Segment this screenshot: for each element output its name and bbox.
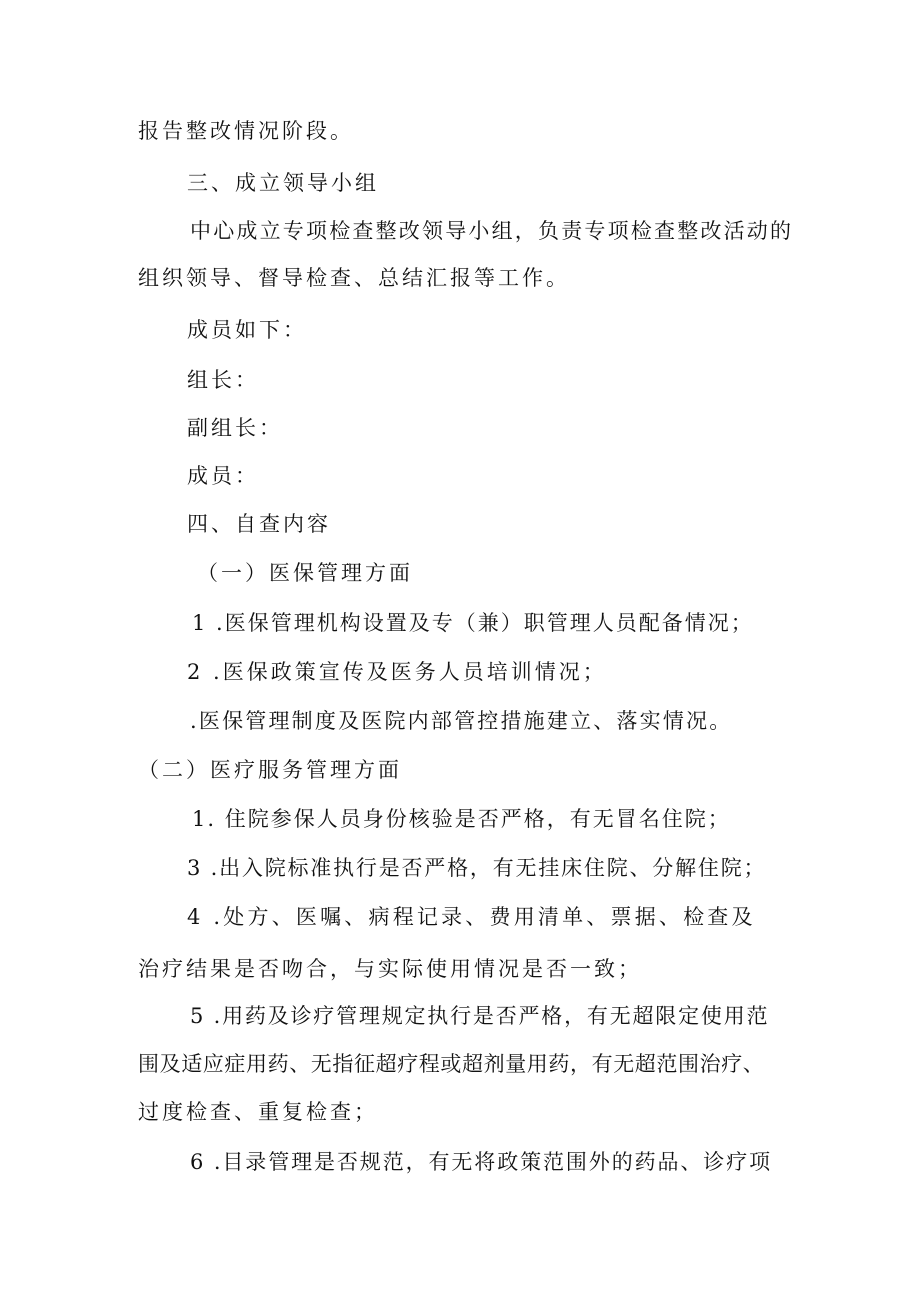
text-line: 成员： (187, 464, 259, 488)
list-item: 5 .用药及诊疗管理规定执行是否严格，有无超限定使用范 (190, 1004, 770, 1028)
list-item: 1. 住院参保人员身份核验是否严格，有无冒名住院； (192, 807, 731, 831)
text-line: 围及适应症用药、无指征超疗程或超剂量用药，有无超范围治疗、 (138, 1052, 765, 1076)
text-line: 组长： (187, 368, 259, 392)
list-item: 4 .处方、医嘱、病程记录、费用清单、票据、检查及 (187, 905, 756, 929)
text-line: 副组长： (187, 416, 283, 440)
section-heading: 四、自查内容 (187, 512, 331, 536)
list-item: 3 .出入院标准执行是否严格，有无挂床住院、分解住院； (187, 856, 767, 880)
list-item: .医保管理制度及医院内部管控措施建立、落实情况。 (190, 709, 733, 733)
text-line: 组织领导、督导检查、总结汇报等工作。 (138, 266, 570, 290)
list-item: 2 .医保政策宣传及医务人员培训情况； (187, 660, 607, 684)
text-line: 报告整改情况阶段。 (138, 119, 354, 143)
section-heading: 三、成立领导小组 (187, 171, 379, 195)
text-line: 治疗结果是否吻合，与实际使用情况是否一致； (138, 957, 642, 981)
text-line: 中心成立专项检查整改领导小组，负责专项检查整改活动的 (190, 219, 794, 243)
subsection-heading: （一）医保管理方面 (197, 561, 413, 585)
list-item: 1 .医保管理机构设置及专（兼）职管理人员配备情况； (192, 611, 754, 635)
text-line: 过度检查、重复检查； (138, 1100, 378, 1124)
list-item: 6 .目录管理是否规范，有无将政策范围外的药品、诊疗项 (190, 1150, 773, 1174)
text-line: 成员如下： (187, 318, 307, 342)
subsection-heading: （二）医疗服务管理方面 (138, 758, 402, 782)
